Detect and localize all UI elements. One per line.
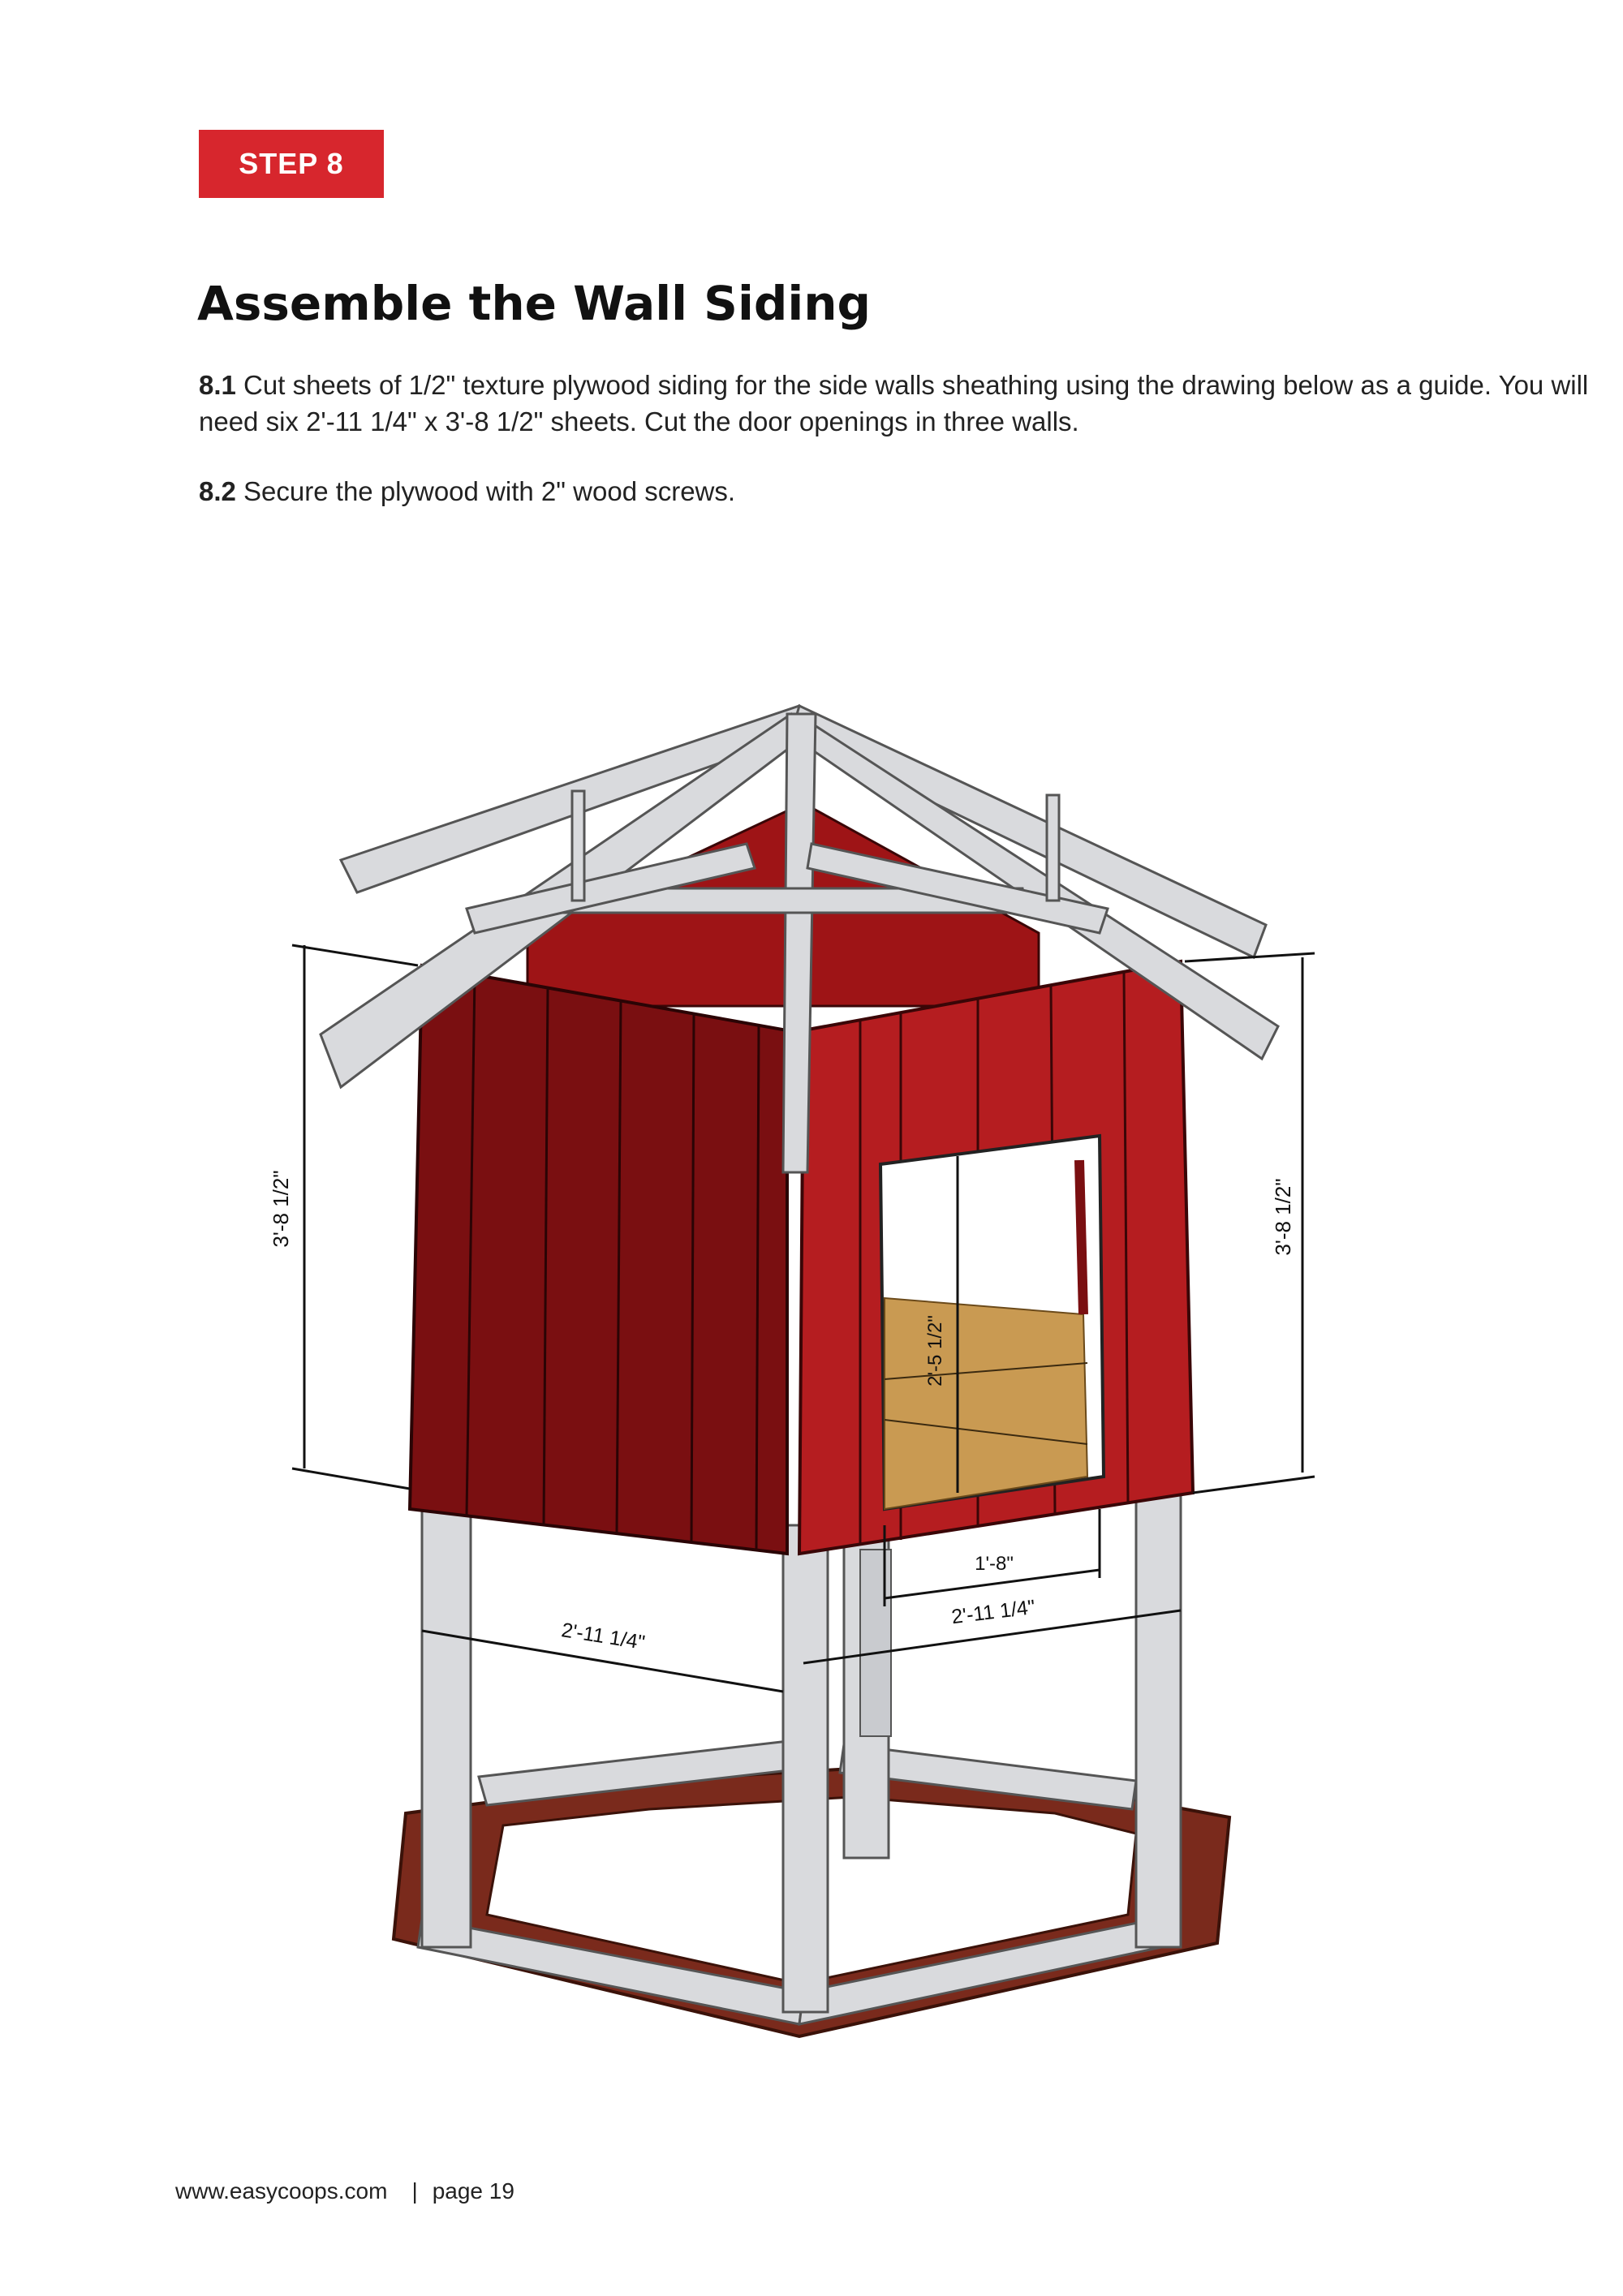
post	[860, 1550, 891, 1736]
page-footer	[175, 2178, 514, 2204]
step-8-2	[199, 473, 1595, 510]
dim-right-width: 2'-11 1/4"	[949, 1595, 1037, 1629]
page-title: Assemble the Wall Siding	[197, 276, 872, 331]
dim-right-height: 3'-8 1/2"	[1271, 1178, 1295, 1256]
step-8-1	[199, 367, 1595, 440]
website-link[interactable]: www.easycoops.com	[175, 2178, 388, 2204]
step-text: Secure the plywood with 2" wood screws.	[243, 476, 736, 506]
dim-left-width: 2'-11 1/4"	[559, 1619, 647, 1655]
dim-left-height: 3'-8 1/2"	[269, 1170, 293, 1248]
coop-siding-illustration	[243, 698, 1363, 2061]
step-number: 8.1	[199, 370, 236, 400]
post	[422, 1493, 471, 1947]
footer-separator: |	[411, 2178, 418, 2204]
step-text: Cut sheets of 1/2" texture plywood siding for the side walls sheathing using the drawing below as a guide. You will need six 2'-11 1/4" x 3'-8 1/2" sheets. Cut the door openings in three walls.	[199, 370, 1589, 436]
post	[783, 1525, 828, 2012]
step-number: 8.2	[199, 476, 236, 506]
step-badge: STEP 8	[199, 130, 384, 198]
page-number: page 19	[432, 2178, 514, 2204]
dim-door-width: 1'-8"	[975, 1553, 1014, 1575]
dim-door-height: 2'-5 1/2"	[924, 1315, 946, 1387]
floor-wood	[885, 1298, 1087, 1509]
post	[1136, 1493, 1181, 1947]
